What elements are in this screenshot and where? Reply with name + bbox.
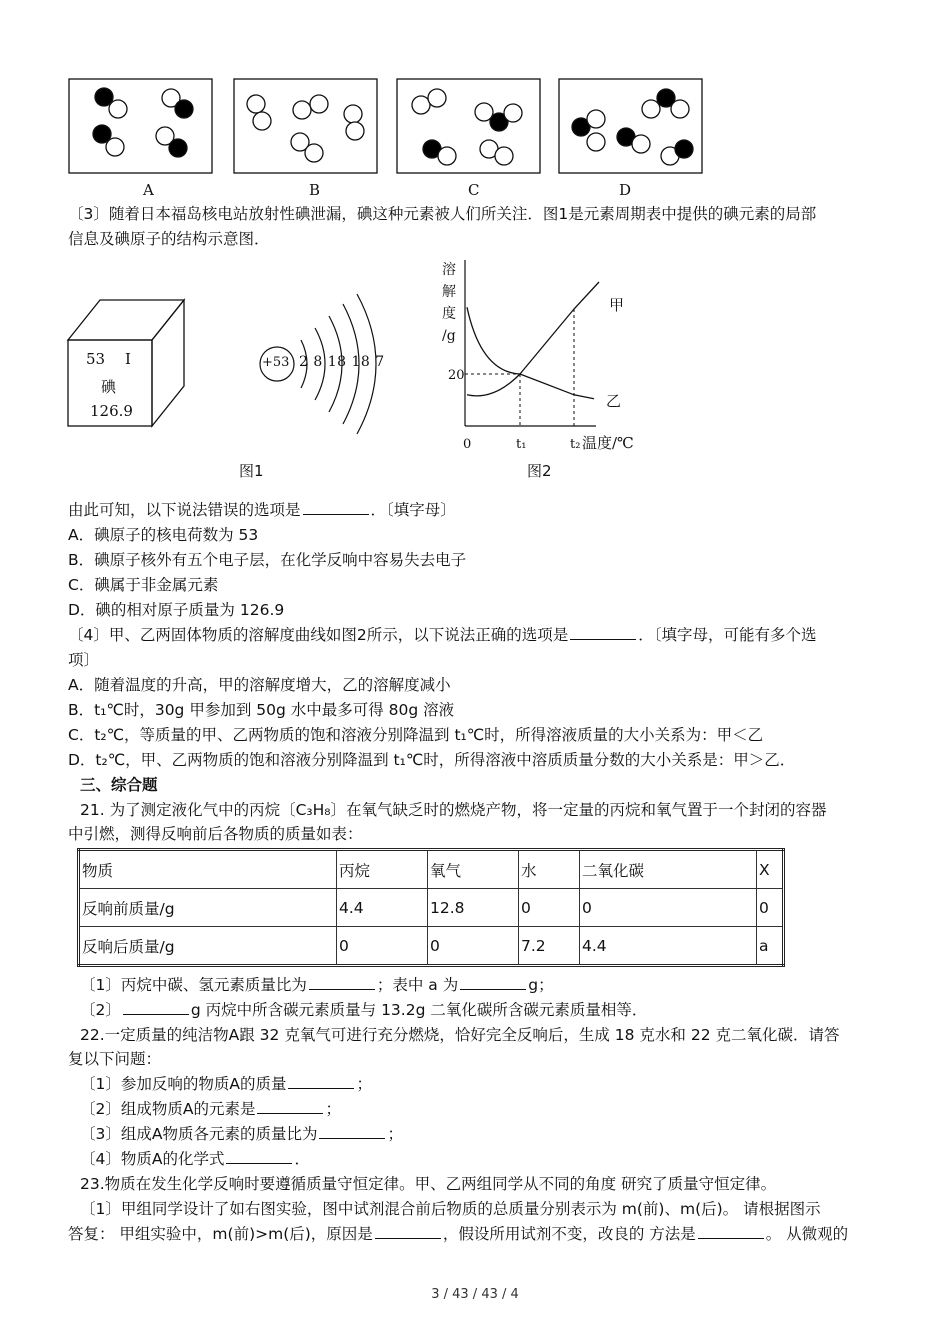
x-tick-label: t₂ [570, 437, 581, 452]
element-number: 53 [86, 350, 106, 368]
q3-option-c: C．碘属于非金属元素 [68, 576, 219, 594]
molecule-label-a: A [143, 181, 154, 199]
molecule-box-a [69, 79, 212, 173]
table-row [79, 927, 784, 966]
element-mass: 126.9 [90, 402, 133, 420]
q4-option-a: A．随着温度的升高，甲的溶解度增大，乙的溶解度减小 [68, 676, 451, 694]
table-header-cell: 二氧化碳 [580, 850, 757, 889]
q21-blank-mass[interactable] [123, 1000, 189, 1015]
q21-blank-ratio[interactable] [309, 975, 375, 990]
table-cell: 0 [757, 889, 784, 927]
table-cell: 12.8 [428, 889, 519, 927]
chart-caption: 图2 [527, 462, 552, 480]
series-label-yi: 乙 [606, 392, 622, 410]
molecule-label-b: B [309, 181, 321, 199]
atom-nucleus: +53 [262, 355, 290, 370]
table-cell: 反响后质量/g [79, 927, 337, 966]
q3-answer-blank[interactable] [303, 500, 369, 515]
table-row [79, 889, 784, 927]
q21-sub1: 〔1〕丙烷中碳、氢元素质量比为 ；表中 a 为 g； [80, 976, 554, 994]
table-cell: 0 [337, 927, 428, 966]
molecule-label-d: D [619, 181, 632, 199]
q23-line2: 〔1〕甲组同学设计了如右图实验，图中试剂混合前后物质的总质量分别表示为 m(前)、m(后)。 请根据图示 [80, 1200, 821, 1218]
molecule-label-c: C [468, 181, 480, 199]
series-label-jia: 甲 [609, 296, 625, 314]
q4-option-c: C．t₂℃，等质量的甲、乙两物质的饱和溶液分别降温到 t₁℃时，所得溶液质量的大小关系为：甲＜乙 [68, 726, 764, 744]
table-cell: 4.4 [337, 889, 428, 927]
q4-answer-blank[interactable] [570, 625, 636, 640]
q21-line1: 21. 为了测定液化气中的丙烷〔C₃H₈〕在氧气缺乏时的燃烧产物，将一定量的丙烷和氧气置于一个封闭的容器 [80, 801, 827, 819]
table-cell: 反响前质量/g [79, 889, 337, 927]
table-cell: a [757, 927, 784, 966]
q4-stem-cont: 项〕 [68, 651, 100, 669]
q3-option-b: B．碘原子核外有五个电子层，在化学反响中容易失去电子 [68, 551, 467, 569]
table-cell: 0 [428, 927, 519, 966]
table-header-cell: 氧气 [428, 850, 519, 889]
page-footer: 3 / 43 / 43 / 4 [431, 1287, 519, 1302]
fig1-caption: 图1 [239, 462, 264, 480]
q23-line3: 答复： 甲组实验中，m(前)>m(后)，原因是 ，假设所用试剂不变，改良的 方法是 。 从微观的 [68, 1225, 849, 1243]
table-cell: 0 [519, 889, 580, 927]
q22-sub2: 〔2〕组成物质A的元素是 ； [80, 1100, 341, 1118]
element-name: 碘 [101, 378, 117, 396]
q22-blank-4[interactable] [226, 1149, 292, 1164]
table-cell: 7.2 [519, 927, 580, 966]
x-axis-label: 温度/℃ [582, 434, 634, 452]
q23-blank-reason[interactable] [375, 1224, 441, 1239]
q3-option-a: A．碘原子的核电荷数为 53 [68, 526, 259, 544]
table-header-cell: X [757, 850, 784, 889]
molecule-box-c [397, 79, 540, 173]
q21-sub2: 〔2〕 g 丙烷中所含碳元素质量与 13.2g 二氧化碳所含碳元素质量相等． [80, 1001, 648, 1019]
solubility-chart [436, 256, 656, 476]
q22-line1: 22.一定质量的纯洁物A跟 32 克氧气可进行充分燃烧，恰好完全反响后，生成 18 克水和 22 克二氧化碳．请答 [80, 1026, 840, 1044]
q22-blank-3[interactable] [319, 1124, 385, 1139]
q4-option-d: D．t₂℃，甲、乙两物质的饱和溶液分别降温到 t₁℃时，所得溶液中溶质质量分数的大小关系是：甲＞乙． [68, 751, 796, 769]
q3-intro-line1: 〔3〕随着日本福岛核电站放射性碘泄漏，碘这种元素被人们所关注．图1是元素周期表中提供的碘元素的局部 [68, 205, 817, 223]
q23-line1: 23.物质在发生化学反响时要遵循质量守恒定律。甲、乙两组同学从不同的角度 研究了质量守恒定律。 [80, 1175, 777, 1193]
q21-line2: 中引燃，测得反响前后各物质的质量如表： [68, 825, 363, 843]
q21-blank-a[interactable] [460, 975, 526, 990]
q4-stem: 〔4〕甲、乙两固体物质的溶解度曲线如图2所示，以下说法正确的选项是 ．〔填字母，可能有多个选 [68, 626, 817, 644]
table-cell: 4.4 [580, 927, 757, 966]
q22-sub3: 〔3〕组成A物质各元素的质量比为 ； [80, 1125, 403, 1143]
table-header-cell: 丙烷 [337, 850, 428, 889]
table-cell: 0 [580, 889, 757, 927]
table-header-cell: 水 [519, 850, 580, 889]
q3-question: 由此可知，以下说法错误的选项是 ．〔填字母〕 [68, 501, 456, 519]
q4-option-b: B．t₁℃时，30g 甲参加到 50g 水中最多可得 80g 溶液 [68, 701, 455, 719]
atom-shells: 2 8 18 18 7 [299, 354, 385, 370]
q22-sub4: 〔4〕物质A的化学式 ． [80, 1150, 310, 1168]
q22-blank-2[interactable] [257, 1099, 323, 1114]
x-tick-label: 0 [463, 437, 472, 452]
table-header-cell: 物质 [79, 850, 337, 889]
q22-line2: 复以下问题： [68, 1050, 162, 1068]
q3-option-d: D．碘的相对原子质量为 126.9 [68, 601, 285, 619]
y-axis-label: 溶解度/g [442, 262, 456, 344]
x-tick-label: t₁ [516, 437, 527, 452]
section-title: 三、综合题 [80, 776, 158, 794]
q22-blank-1[interactable] [288, 1074, 354, 1089]
table-header-row [79, 850, 784, 889]
q3-intro-line2: 信息及碘原子的结构示意图． [68, 230, 270, 248]
q23-blank-method[interactable] [698, 1224, 764, 1239]
y-tick-label: 20 [448, 368, 465, 383]
q22-sub1: 〔1〕参加反响的物质A的质量 ； [80, 1075, 372, 1093]
series-line-yi [467, 307, 594, 399]
element-symbol: I [125, 350, 131, 368]
q21-mass-table [77, 848, 785, 967]
